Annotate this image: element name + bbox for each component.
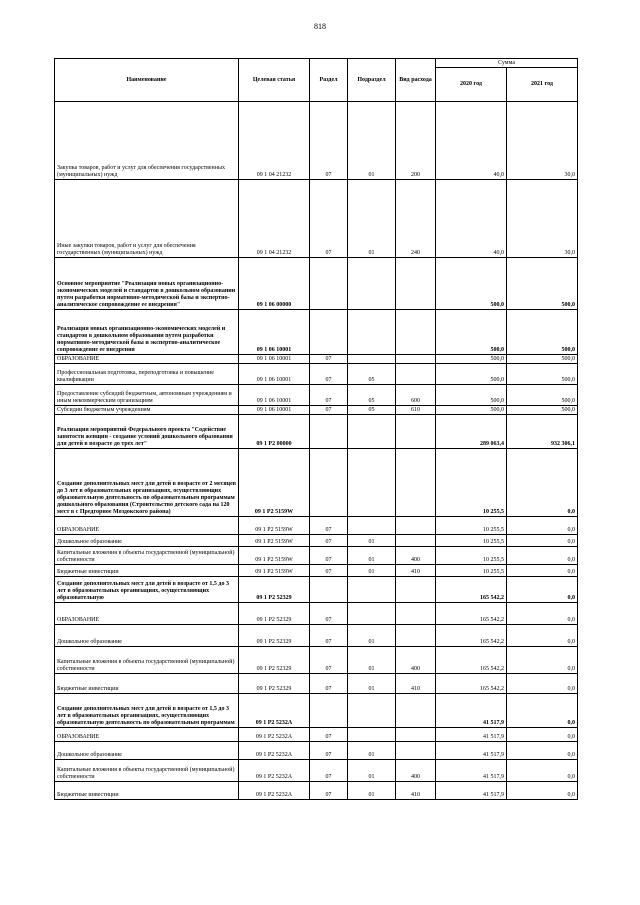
row-subsection: 01 (348, 674, 396, 694)
row-section: 07 (310, 647, 348, 674)
row-sum-2021: 500,0 (507, 310, 578, 355)
row-sum-2020: 165 542,2 (436, 647, 507, 674)
row-sum-2020: 41 517,9 (436, 760, 507, 782)
row-subsection: 01 (348, 547, 396, 565)
row-expense-type: 600 (396, 385, 436, 406)
row-name: Закупка товаров, работ и услуг для обеспечения государственных (муниципальных) нужд (55, 102, 239, 180)
row-name: ОБРАЗОВАНИЕ (55, 728, 239, 742)
table-row (55, 625, 578, 647)
row-section: 07 (310, 180, 348, 258)
row-sum-2021: 0,0 (507, 603, 578, 625)
row-target: 09 1 P2 52329 (239, 625, 310, 647)
row-name: Иные закупки товаров, работ и услуг для обеспечения государственных (муниципальных) нужд (55, 180, 239, 258)
row-name: Создание дополнительных мест для детей в возрасте от 2 месяцев до 3 лет в образовательных организациях, осуществляющих образовательную деятельность по образовательным программам дошкольного образования (Строительство детского сада на 120 мест в с Предгорное Моздокского района) (55, 449, 239, 517)
row-expense-type (396, 364, 436, 385)
table-row (55, 728, 578, 742)
row-subsection (348, 449, 396, 517)
row-sum-2021: 0,0 (507, 577, 578, 603)
row-sum-2021: 0,0 (507, 517, 578, 535)
row-sum-2020: 500,0 (436, 258, 507, 310)
table-row (55, 760, 578, 782)
row-subsection: 01 (348, 782, 396, 800)
row-expense-type (396, 694, 436, 728)
row-sum-2020: 165 542,2 (436, 577, 507, 603)
page-number: 818 (314, 22, 326, 31)
row-subsection: 05 (348, 406, 396, 415)
row-sum-2021: 0,0 (507, 728, 578, 742)
row-sum-2021: 500,0 (507, 355, 578, 364)
col-header-target: Целевая статья (239, 59, 310, 102)
row-sum-2021: 0,0 (507, 547, 578, 565)
row-sum-2020: 40,0 (436, 102, 507, 180)
col-header-expense-type: Вид расхода (396, 59, 436, 102)
row-target: 09 1 P2 5159W (239, 535, 310, 547)
row-subsection: 05 (348, 385, 396, 406)
row-expense-type (396, 535, 436, 547)
table-row (55, 449, 578, 517)
row-expense-type (396, 728, 436, 742)
row-section (310, 310, 348, 355)
row-target: 09 1 P2 5232A (239, 728, 310, 742)
row-expense-type (396, 517, 436, 535)
row-sum-2021: 0,0 (507, 742, 578, 760)
row-subsection (348, 577, 396, 603)
row-sum-2020: 41 517,9 (436, 694, 507, 728)
row-target: 09 1 P2 5232A (239, 782, 310, 800)
row-sum-2021: 500,0 (507, 364, 578, 385)
row-sum-2021: 30,0 (507, 102, 578, 180)
row-target: 09 1 06 10001 (239, 406, 310, 415)
row-section (310, 577, 348, 603)
table-row (55, 603, 578, 625)
col-header-sum: Сумма (436, 59, 578, 68)
row-section: 07 (310, 565, 348, 577)
row-sum-2021: 0,0 (507, 625, 578, 647)
row-expense-type (396, 355, 436, 364)
row-expense-type (396, 742, 436, 760)
row-subsection (348, 517, 396, 535)
row-sum-2020: 500,0 (436, 385, 507, 406)
row-expense-type (396, 415, 436, 449)
row-name: Создание дополнительных мест для детей в возрасте от 1,5 до 3 лет в образовательных организациях, осуществляющих образовательную деятельность по образовательным программам (55, 694, 239, 728)
row-expense-type: 410 (396, 565, 436, 577)
table-row (55, 694, 578, 728)
row-sum-2021: 932 306,1 (507, 415, 578, 449)
col-header-section: Раздел (310, 59, 348, 102)
row-expense-type: 610 (396, 406, 436, 415)
row-name: Реализация мероприятий Федерального проекта "Содействие занятости женщин - создание условий дошкольного образования для детей в возрасте до трех лет" (55, 415, 239, 449)
row-target: 09 1 P2 5159W (239, 547, 310, 565)
row-target: 09 1 P2 52329 (239, 577, 310, 603)
col-header-subsection: Подраздел (348, 59, 396, 102)
row-target: 09 1 P2 5232A (239, 760, 310, 782)
row-name: Капитальные вложения в объекты государственной (муниципальной) собственности (55, 760, 239, 782)
table-row (55, 647, 578, 674)
row-sum-2020: 500,0 (436, 364, 507, 385)
row-subsection: 01 (348, 180, 396, 258)
row-section: 07 (310, 364, 348, 385)
table-row (55, 577, 578, 603)
row-section (310, 415, 348, 449)
row-sum-2020: 500,0 (436, 310, 507, 355)
row-target: 09 1 P2 5159W (239, 517, 310, 535)
row-expense-type: 240 (396, 180, 436, 258)
row-name: Бюджетные инвестиции (55, 782, 239, 800)
row-name: Дошкольное образование (55, 742, 239, 760)
row-expense-type: 400 (396, 547, 436, 565)
row-expense-type (396, 577, 436, 603)
table-row (55, 102, 578, 180)
row-target: 09 1 P2 52329 (239, 603, 310, 625)
row-sum-2020: 10 255,5 (436, 547, 507, 565)
table-row (55, 565, 578, 577)
row-sum-2020: 41 517,9 (436, 728, 507, 742)
row-sum-2020: 10 255,5 (436, 449, 507, 517)
row-name: Создание дополнительных мест для детей в возрасте от 1,5 до 3 лет в образовательных организациях, осуществляющих образовательную (55, 577, 239, 603)
row-target: 09 1 04 21232 (239, 180, 310, 258)
row-sum-2020: 500,0 (436, 406, 507, 415)
row-name: Бюджетные инвестиции (55, 565, 239, 577)
row-target: 09 1 P2 52329 (239, 647, 310, 674)
row-subsection: 01 (348, 565, 396, 577)
row-expense-type (396, 310, 436, 355)
row-name: Капитальные вложения в объекты государственной (муниципальной) собственности (55, 547, 239, 565)
row-sum-2021: 0,0 (507, 760, 578, 782)
row-target: 09 1 P2 52329 (239, 674, 310, 694)
row-expense-type (396, 258, 436, 310)
row-sum-2020: 41 517,9 (436, 782, 507, 800)
row-sum-2020: 10 255,5 (436, 535, 507, 547)
table-row (55, 180, 578, 258)
row-name: ОБРАЗОВАНИЕ (55, 517, 239, 535)
row-section: 07 (310, 517, 348, 535)
table-row (55, 355, 578, 364)
row-section: 07 (310, 406, 348, 415)
row-section: 07 (310, 355, 348, 364)
row-section: 07 (310, 603, 348, 625)
table-row (55, 547, 578, 565)
row-name: Капитальные вложения в объекты государственной (муниципальной) собственности (55, 647, 239, 674)
row-name: Профессиональная подготовка, переподготовка и повышение квалификации (55, 364, 239, 385)
row-sum-2020: 10 255,5 (436, 517, 507, 535)
row-sum-2021: 0,0 (507, 565, 578, 577)
row-expense-type: 200 (396, 102, 436, 180)
row-name: ОБРАЗОВАНИЕ (55, 603, 239, 625)
table-row (55, 364, 578, 385)
row-sum-2021: 0,0 (507, 674, 578, 694)
row-expense-type (396, 603, 436, 625)
table-row (55, 782, 578, 800)
row-section: 07 (310, 742, 348, 760)
table-row (55, 258, 578, 310)
row-sum-2020: 40,0 (436, 180, 507, 258)
row-section: 07 (310, 760, 348, 782)
row-name: Реализация новых организационно-экономических моделей и стандартов в дошкольном образовании путем разработки нормативно-методической базы и экспертно-аналитическое сопровождение ее внедрения (55, 310, 239, 355)
row-sum-2021: 0,0 (507, 449, 578, 517)
row-section (310, 449, 348, 517)
row-sum-2020: 165 542,2 (436, 625, 507, 647)
row-name: Дошкольное образование (55, 535, 239, 547)
row-target: 09 1 P2 5159W (239, 565, 310, 577)
table-row (55, 742, 578, 760)
row-expense-type (396, 625, 436, 647)
row-subsection (348, 694, 396, 728)
row-section (310, 694, 348, 728)
row-sum-2021: 0,0 (507, 647, 578, 674)
row-target: 09 1 06 00000 (239, 258, 310, 310)
row-expense-type: 400 (396, 760, 436, 782)
row-target: 09 1 06 10001 (239, 385, 310, 406)
row-sum-2020: 10 255,5 (436, 565, 507, 577)
row-name: ОБРАЗОВАНИЕ (55, 355, 239, 364)
row-subsection: 01 (348, 647, 396, 674)
row-target: 09 1 P2 00000 (239, 415, 310, 449)
table-body (55, 102, 578, 800)
row-name: Основное мероприятие "Реализация новых организационно-экономических моделей и стандартов в дошкольном образовании путем разработки нормативно-методической базы и экспертно-аналитическое сопровождение ее внедрения" (55, 258, 239, 310)
row-sum-2021: 500,0 (507, 258, 578, 310)
table-row (55, 674, 578, 694)
row-target: 09 1 P2 5232A (239, 742, 310, 760)
row-target: 09 1 P2 5232A (239, 694, 310, 728)
row-sum-2020: 165 542,2 (436, 603, 507, 625)
table-row (55, 310, 578, 355)
table-row (55, 385, 578, 406)
row-subsection (348, 603, 396, 625)
row-subsection: 01 (348, 102, 396, 180)
row-sum-2020: 289 063,4 (436, 415, 507, 449)
row-target: 09 1 06 10001 (239, 364, 310, 385)
row-sum-2021: 0,0 (507, 535, 578, 547)
row-subsection (348, 728, 396, 742)
col-header-2020: 2020 год (436, 68, 507, 102)
row-subsection: 01 (348, 742, 396, 760)
row-name: Предоставление субсидий бюджетным, автономным учреждениям и иным некоммерческим организациям (55, 385, 239, 406)
table-row (55, 415, 578, 449)
budget-table (54, 58, 578, 800)
row-subsection (348, 415, 396, 449)
row-sum-2020: 165 542,2 (436, 674, 507, 694)
row-sum-2021: 0,0 (507, 694, 578, 728)
row-subsection: 05 (348, 364, 396, 385)
row-target: 09 1 06 10001 (239, 310, 310, 355)
row-target: 09 1 04 21232 (239, 102, 310, 180)
row-section: 07 (310, 782, 348, 800)
row-subsection: 01 (348, 625, 396, 647)
row-section: 07 (310, 625, 348, 647)
row-section: 07 (310, 728, 348, 742)
row-name: Дошкольное образование (55, 625, 239, 647)
row-subsection: 01 (348, 535, 396, 547)
table-row (55, 517, 578, 535)
row-expense-type: 410 (396, 782, 436, 800)
table-row (55, 406, 578, 415)
row-section: 07 (310, 385, 348, 406)
row-section: 07 (310, 674, 348, 694)
row-sum-2021: 500,0 (507, 385, 578, 406)
row-expense-type: 400 (396, 647, 436, 674)
row-subsection (348, 355, 396, 364)
row-expense-type (396, 449, 436, 517)
row-sum-2021: 500,0 (507, 406, 578, 415)
row-target: 09 1 P2 5159W (239, 449, 310, 517)
row-subsection (348, 258, 396, 310)
row-sum-2021: 0,0 (507, 782, 578, 800)
row-section: 07 (310, 535, 348, 547)
row-sum-2021: 30,0 (507, 180, 578, 258)
row-section (310, 258, 348, 310)
row-sum-2020: 41 517,9 (436, 742, 507, 760)
row-name: Бюджетные инвестиции (55, 674, 239, 694)
table-row (55, 535, 578, 547)
row-subsection: 01 (348, 760, 396, 782)
row-section: 07 (310, 547, 348, 565)
col-header-2021: 2021 год (507, 68, 578, 102)
row-section: 07 (310, 102, 348, 180)
row-subsection (348, 310, 396, 355)
row-target: 09 1 06 10001 (239, 355, 310, 364)
row-name: Субсидии бюджетным учреждениям (55, 406, 239, 415)
row-sum-2020: 500,0 (436, 355, 507, 364)
col-header-name: Наименование (55, 59, 239, 102)
row-expense-type: 410 (396, 674, 436, 694)
